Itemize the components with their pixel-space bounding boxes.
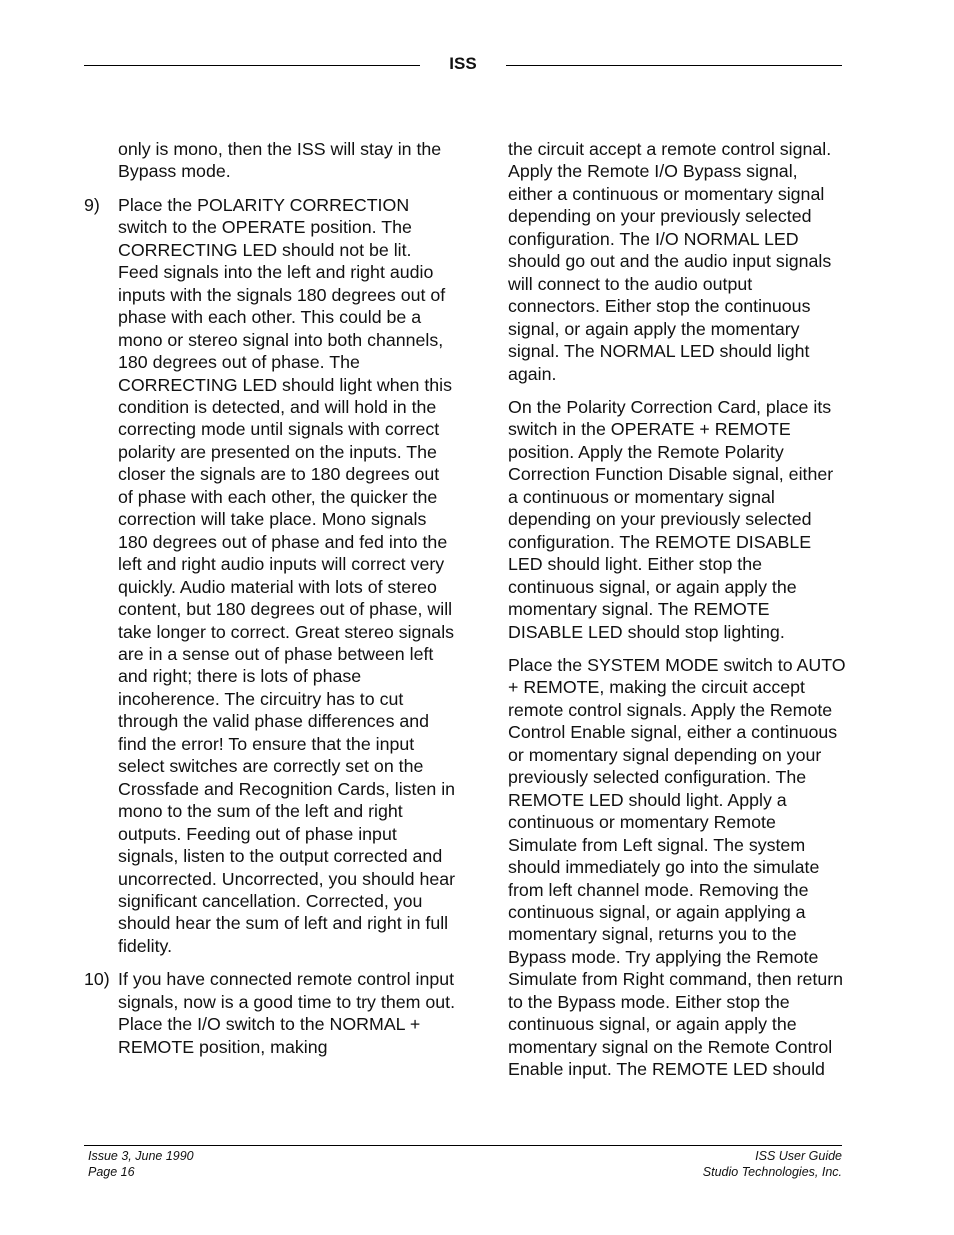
left-column [84,138,456,1069]
footer-issue: Issue 3, June 1990 [88,1149,194,1163]
item-text: Place the POLARITY CORRECTION switch to the OPERATE position. The CORRECTING LED should not be lit. Feed signals into the left and right audio inputs with the signals 180 degrees out of phase with each other. This could be a mono or stereo signal into both channels, 180 degrees out of phase. The CORRECTING LED should light when this condition is detected, and will hold in the correcting mode until signals with correct polarity are presented on the inputs. The closer the signals are to 180 degrees out of phase with each other, the quicker the correction will take place. Mono signals 180 degrees out of phase and fed into the left and right audio inputs will correct very quickly. Audio material with lots of stereo content, but 180 degrees out of phase, will take longer to correct. Great stereo signals are in a sense out of phase between left and right; there is lots of phase incoherence. The circuitry has to cut through the valid phase differences and find the error! To ensure that the input select switches are correctly set on the Crossfade and Recognition Cards, listen in mono to the sum of the left and right outputs. Feeding out of phase input signals, listen to the output corrected and uncorrected. Uncorrected, you should hear significant cancellation. Corrected, you should hear the sum of left and right in full fidelity. [118,194,456,956]
right-column [508,138,846,1092]
header-rule-left [84,65,420,66]
item-number: 9) [84,194,100,215]
footer-left [88,1148,194,1180]
header-title: ISS [449,54,477,73]
footer-rule [84,1145,842,1146]
continuation-paragraph: only is mono, then the ISS will stay in the Bypass mode. [118,139,442,182]
footer-company: Studio Technologies, Inc. [702,1165,842,1179]
header-rule-right [506,65,842,66]
footer-page-number: Page 16 [88,1165,135,1179]
paragraph: Place the SYSTEM MODE switch to AUTO + REMOTE, making the circuit accept remote control signals. Apply the Remote Control Enable signal, either a continuous or momentary signal depending on your previously selected configuration. The REMOTE LED should light. Apply a continuous or momentary Remote Simulate from Left signal. The system should immediately go into the simulate from left channel mode. Removing the continuous signal, or again applying a momentary signal, returns you to the Bypass mode. Try applying the Remote Simulate from Right command, then return to the Bypass mode. Either stop the continuous signal, or again apply the momentary signal on the Remote Control Enable input. The REMOTE LED should [508,654,846,1080]
list-item [84,194,456,957]
footer-guide-title: ISS User Guide [755,1149,842,1163]
list-item [84,968,456,1058]
item-number: 10) [84,969,110,990]
paragraph: On the Polarity Correction Card, place its switch in the OPERATE + REMOTE position. Apply the Remote Polarity Correction Function Disable signal, either a continuous or momentary signal depending on your previously selected configuration. The REMOTE DISABLE LED should light. Either stop the continuous signal, or again apply the momentary signal. The REMOTE DISABLE LED should stop lighting. [508,396,834,642]
item-text: If you have connected remote control input signals, now is a good time to try them out. Place the I/O switch to the NORMAL + REMOTE position, making [118,969,456,1057]
paragraph: the circuit accept a remote control signal. Apply the Remote I/O Bypass signal, either a continuous or momentary signal depending on your previously selected configuration. The I/O NORMAL LED should go out and the audio input signals will connect to the audio output connectors. Either stop the continuous signal, or again apply the momentary signal. The NORMAL LED should light again. [508,139,832,384]
footer-right [703,1148,842,1180]
